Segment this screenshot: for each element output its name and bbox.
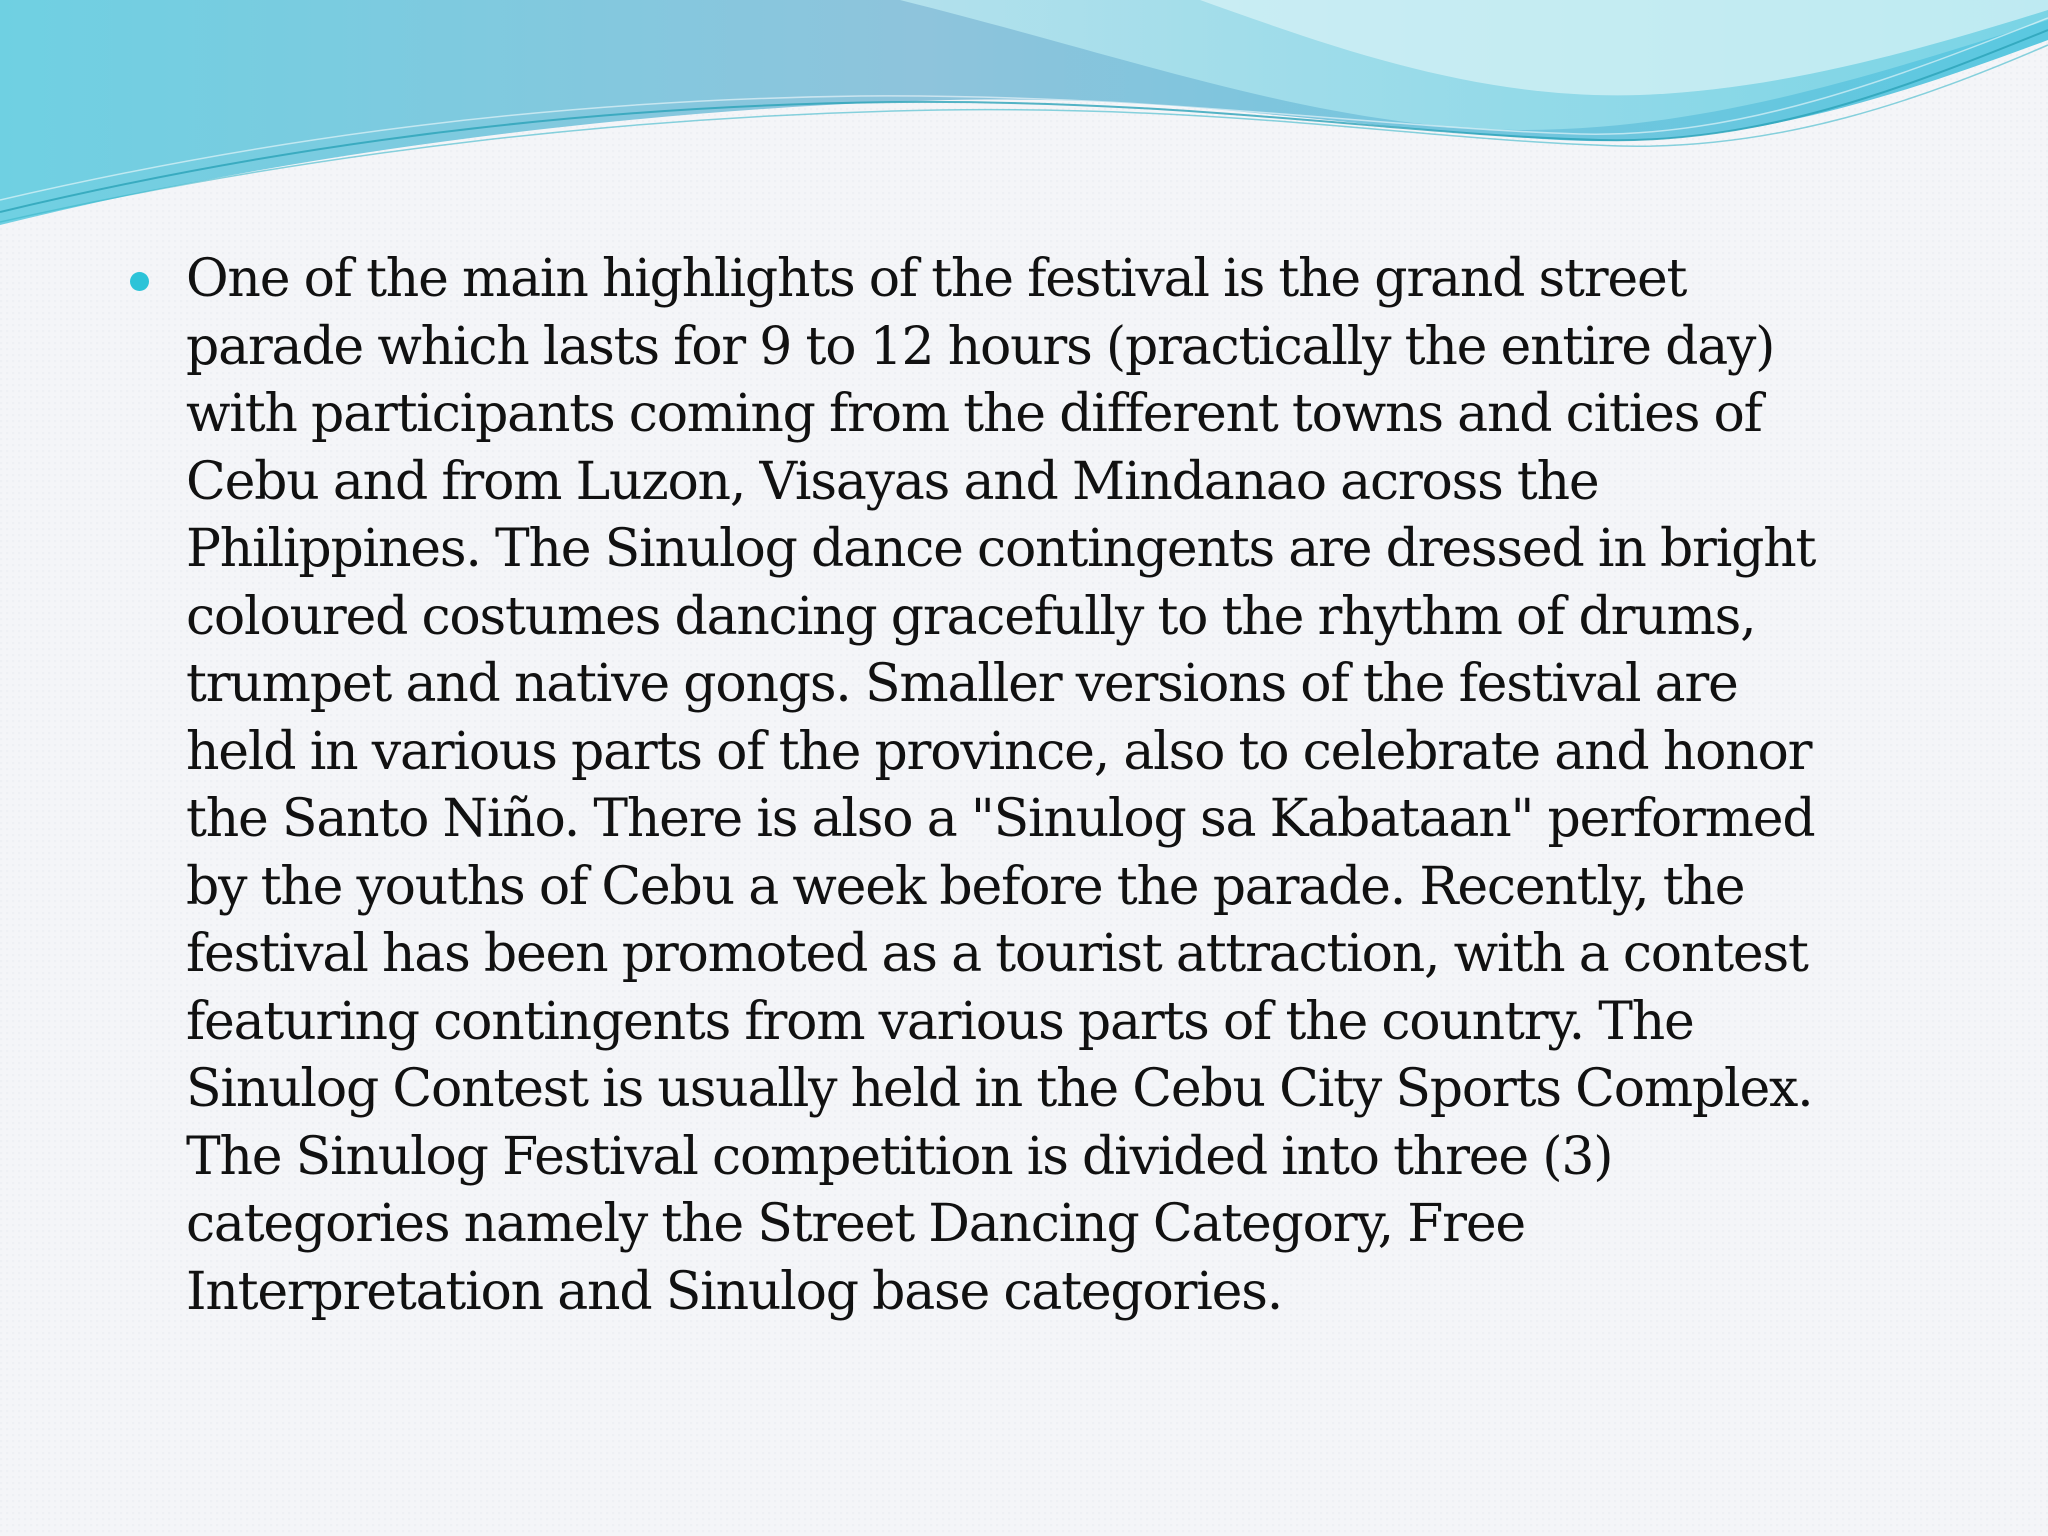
header-wave-decoration: [0, 0, 2048, 240]
bullet-item: [130, 246, 1930, 1326]
slide-body: [130, 246, 1930, 1326]
bullet-dot-icon: [130, 272, 149, 291]
bullet-text: One of the main highlights of the festival is the grand street parade which lasts for 9 to 12 hours (practically the entire day) with participants coming from the different towns and cities of Cebu and from Luzon, Visayas and Mindanao across the Philippines. The Sinulog dance contingents are dressed in bright coloured costumes dancing gracefully to the rhythm of drums, trumpet and native gongs. Smaller versions of the festival are held in various parts of the province, also to celebrate and honor the Santo Niño. There is also a "Sinulog sa Kabataan" performed by the youths of Cebu a week before the parade. Recently, the festival has been promoted as a tourist attraction, with a contest featuring contingents from various parts of the country. The Sinulog Contest is usually held in the Cebu City Sports Complex. The Sinulog Festival competition is divided into three (3) categories namely the Street Dancing Category, Free Interpretation and Sinulog base categories.: [186, 249, 1816, 1322]
